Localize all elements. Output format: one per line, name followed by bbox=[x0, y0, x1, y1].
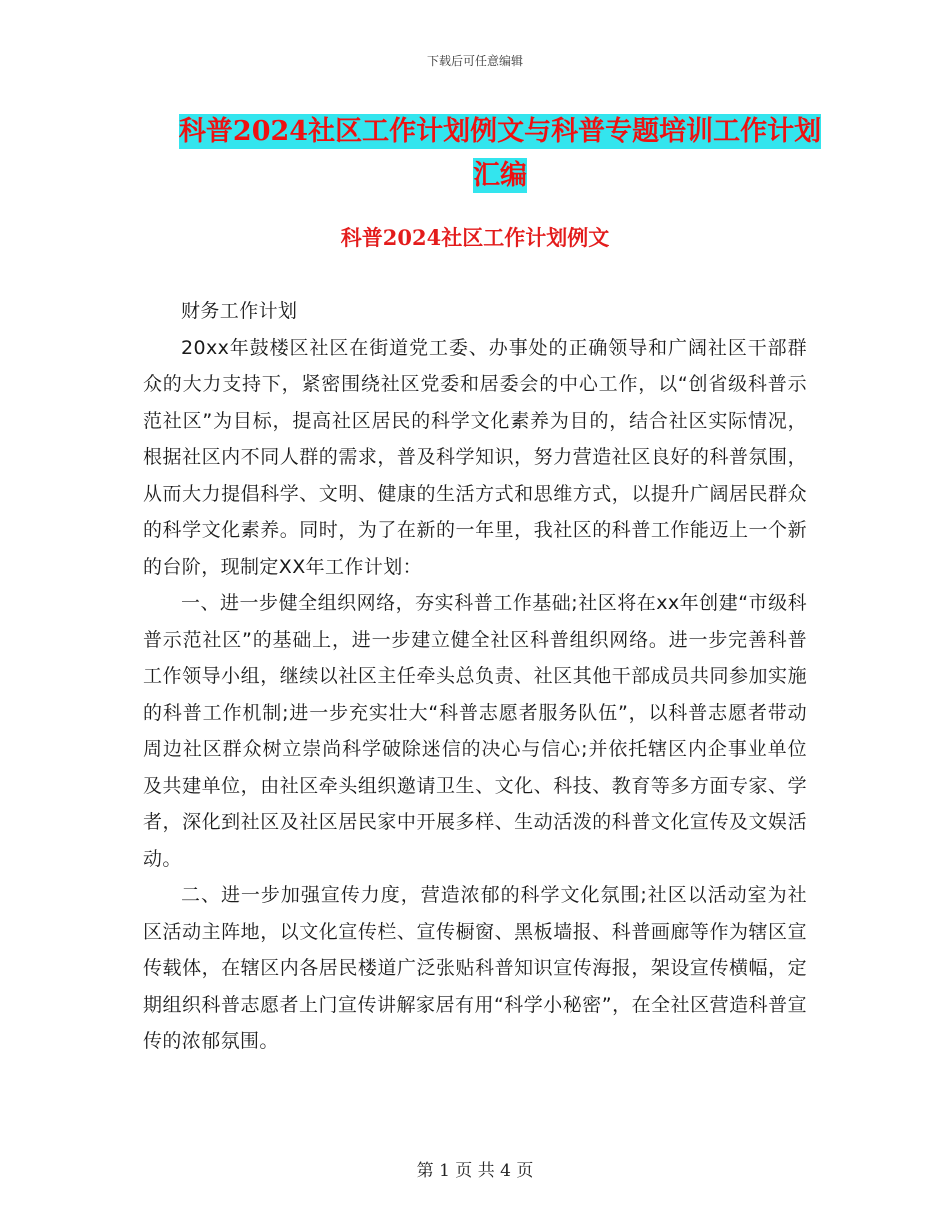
paragraph-intro: 20xx年鼓楼区社区在街道党工委、办事处的正确领导和广阔社区干部群众的大力支持下，紧密围绕社区党委和居委会的中心工作，以“创省级科普示范社区”为目标，提高社区居民的科学文化素养为目的，结合社区实际情况，根据社区内不同人群的需求，普及科学知识，努力营造社区良好的科普氛围，从而大力提倡科学、文明、健康的生活方式和思维方式，以提升广阔居民群众的科学文化素养。同时，为了在新的一年里，我社区的科普工作能迈上一个新的台阶，现制定XX年工作计划： bbox=[143, 336, 807, 578]
document-title-line-1: 科普2024社区工作计划例文与科普专题培训工作计划 bbox=[178, 116, 822, 147]
section-title: 科普2024社区工作计划例文 bbox=[340, 225, 610, 250]
document-title-line-2: 汇编 bbox=[473, 160, 527, 191]
paragraph-heading: 财务工作计划 bbox=[181, 300, 298, 322]
document-title bbox=[140, 110, 860, 198]
paragraph-section-2: 二、进一步加强宣传力度，营造浓郁的科学文化氛围;社区以活动室为社区活动主阵地，以文化宣传栏、宣传橱窗、黑板墙报、科普画廊等作为辖区宣传载体，在辖区内各居民楼道广泛张贴科普知识宣传海报，架设宣传横幅，定期组织科普志愿者上门宣传讲解家居有用“科学小秘密”，在全社区营造科普宣传的浓郁氛围。 bbox=[143, 884, 807, 1052]
body-text bbox=[143, 293, 807, 1060]
header-note: 下载后可任意编辑 bbox=[426, 54, 523, 68]
page-footer: 第 1 页 共 4 页 bbox=[416, 1161, 534, 1181]
paragraph-section-1: 一、进一步健全组织网络，夯实科普工作基础;社区将在xx年创建“市级科普示范社区”的基础上，进一步建立健全社区科普组织网络。进一步完善科普工作领导小组，继续以社区主任牵头总负责、社区其他干部成员共同参加实施的科普工作机制;进一步充实壮大“科普志愿者服务队伍”，以科普志愿者带动周边社区群众树立崇尚科学破除迷信的决心与信心;并依托辖区内企事业单位及共建单位，由社区牵头组织邀请卫生、文化、科技、教育等多方面专家、学者，深化到社区及社区居民家中开展多样、生动活泼的科普文化宣传及文娱活动。 bbox=[143, 592, 807, 870]
